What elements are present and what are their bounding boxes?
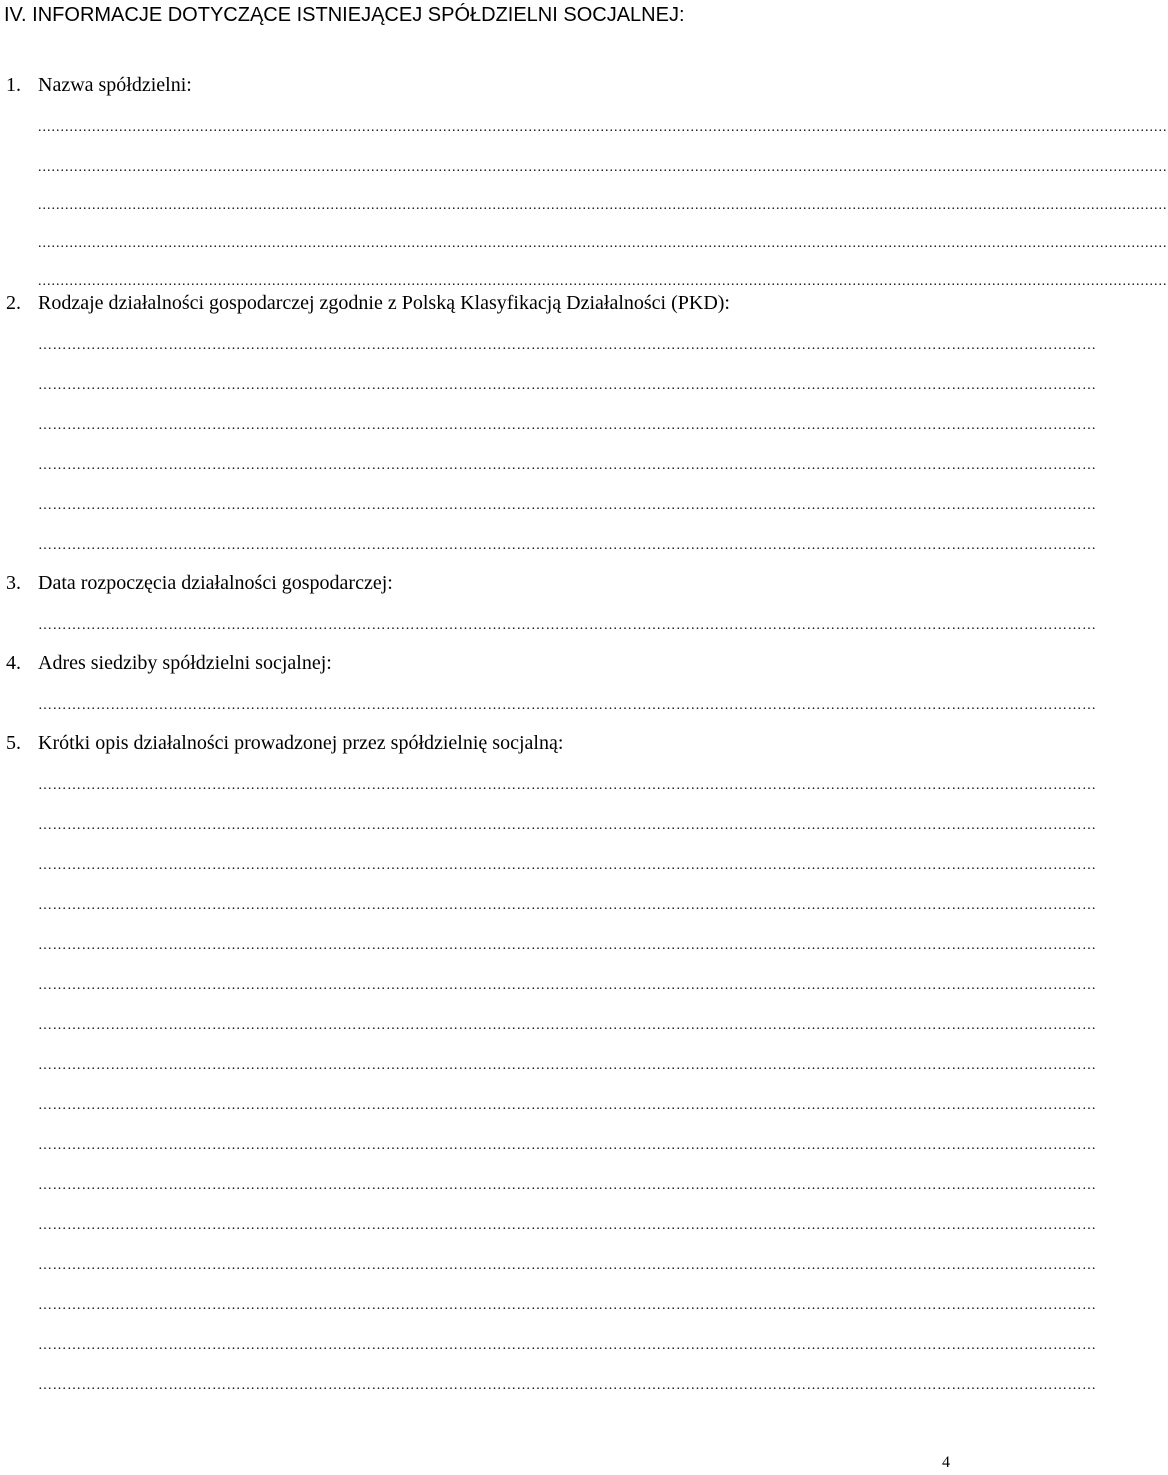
fill-line[interactable]: ………………………………………………………………………………………………………………………………………………………………………………………………… (38, 1058, 1097, 1073)
fill-line[interactable]: ………………………………………………………………………………………………………………………………………………………………………………………………… (38, 1098, 1097, 1113)
item-number: 2. (6, 292, 21, 314)
fill-line[interactable]: ………………………………………………………………………………………………………………………………………………………………………………………………… (38, 1378, 1097, 1393)
fill-line[interactable]: ………………………………………………………………………………………………………………………………………………………………………………………………… (38, 1138, 1097, 1153)
fill-line[interactable]: ………………………………………………………………………………………………………………………………………………………………………………………………… (38, 858, 1097, 873)
section-title: IV. INFORMACJE DOTYCZĄCE ISTNIEJĄCEJ SPÓŁDZIELNI SOCJALNEJ: (4, 4, 685, 26)
fill-line[interactable]: ………………………………………………………………………………………………………………………………………………………………………………………………… (38, 618, 1097, 633)
fill-line[interactable]: ………………………………………………………………………………………………………………………………………………………………………………………………… (38, 938, 1097, 953)
fill-line[interactable]: ………………………………………………………………………………………………………………………………………………………………………………………………… (38, 338, 1097, 353)
fill-line[interactable]: ………………………………………………………………………………………………………………………………………………………………………………………………… (38, 898, 1097, 913)
fill-line[interactable]: ........................................................................................................................................................................................................................................................... (38, 160, 1168, 175)
fill-line[interactable]: ………………………………………………………………………………………………………………………………………………………………………………………………… (38, 1218, 1097, 1233)
item-text: Adres siedziby spółdzielni socjalnej: (38, 652, 332, 674)
fill-line[interactable]: ………………………………………………………………………………………………………………………………………………………………………………………………… (38, 1338, 1097, 1353)
item-text: Rodzaje działalności gospodarczej zgodnie z Polską Klasyfikacją Działalności (PKD): (38, 292, 730, 314)
item-text: Data rozpoczęcia działalności gospodarczej: (38, 572, 393, 594)
item-3-label (6, 572, 393, 595)
item-text: Nazwa spółdzielni: (38, 74, 192, 96)
fill-line[interactable]: ........................................................................................................................................................................................................................................................... (38, 198, 1168, 213)
fill-line[interactable]: ........................................................................................................................................................................................................................................................... (38, 120, 1168, 135)
fill-line[interactable]: ………………………………………………………………………………………………………………………………………………………………………………………………… (38, 498, 1097, 513)
fill-line[interactable]: ………………………………………………………………………………………………………………………………………………………………………………………………… (38, 538, 1097, 553)
item-5-label (6, 732, 563, 755)
item-1-label (6, 74, 192, 97)
fill-line[interactable]: ………………………………………………………………………………………………………………………………………………………………………………………………… (38, 1298, 1097, 1313)
item-number: 3. (6, 572, 21, 594)
fill-line[interactable]: ………………………………………………………………………………………………………………………………………………………………………………………………… (38, 778, 1097, 793)
item-text: Krótki opis działalności prowadzonej przez spółdzielnię socjalną: (38, 732, 564, 754)
fill-line[interactable]: ………………………………………………………………………………………………………………………………………………………………………………………………… (38, 1258, 1097, 1273)
item-4-label (6, 652, 332, 675)
fill-line[interactable]: ………………………………………………………………………………………………………………………………………………………………………………………………… (38, 818, 1097, 833)
fill-line[interactable]: ………………………………………………………………………………………………………………………………………………………………………………………………… (38, 1178, 1097, 1193)
item-number: 4. (6, 652, 21, 674)
fill-line[interactable]: ………………………………………………………………………………………………………………………………………………………………………………………………… (38, 458, 1097, 473)
fill-line[interactable]: ………………………………………………………………………………………………………………………………………………………………………………………………… (38, 698, 1097, 713)
item-number: 5. (6, 732, 21, 754)
fill-line[interactable]: ………………………………………………………………………………………………………………………………………………………………………………………………… (38, 1018, 1097, 1033)
fill-line[interactable]: ........................................................................................................................................................................................................................................................... (38, 236, 1168, 251)
fill-line[interactable]: ………………………………………………………………………………………………………………………………………………………………………………………………… (38, 978, 1097, 993)
item-number: 1. (6, 74, 21, 96)
page-number: 4 (942, 1454, 950, 1471)
fill-line[interactable]: ........................................................................................................................................................................................................................................................... (38, 274, 1168, 289)
fill-line[interactable]: ………………………………………………………………………………………………………………………………………………………………………………………………… (38, 378, 1097, 393)
fill-line[interactable]: ………………………………………………………………………………………………………………………………………………………………………………………………… (38, 418, 1097, 433)
item-2-label (6, 292, 730, 315)
